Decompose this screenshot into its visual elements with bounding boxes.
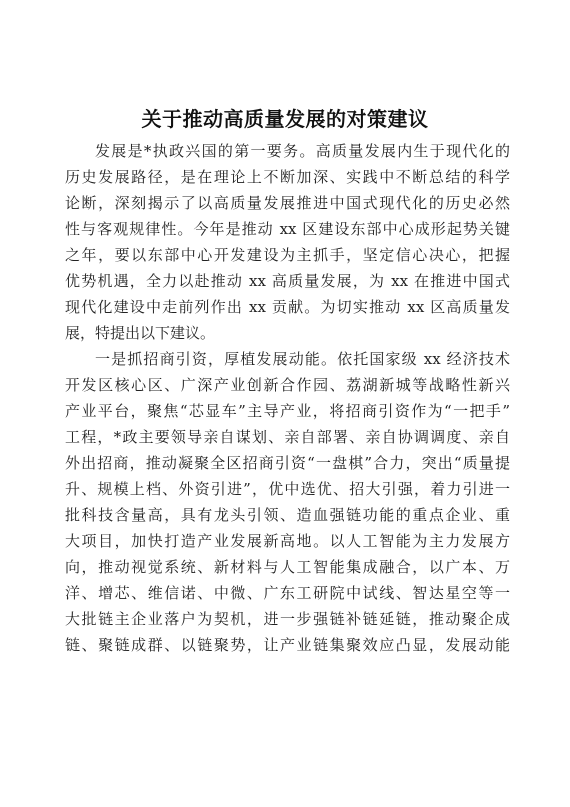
document-title: 关于推动高质量发展的对策建议 bbox=[141, 107, 429, 131]
paragraph-line: 大批链主企业落户为契机，进一步强链补链延链，推动聚企成 bbox=[65, 610, 510, 628]
paragraph-line: 升、规模上档、外资引进”，优中选优、招大引强，着力引进一 bbox=[65, 480, 510, 498]
paragraph-line: 展，特提出以下建议。 bbox=[65, 324, 216, 342]
paragraph-line: 开发区核心区、广深产业创新合作园、荔湖新城等战略性新兴 bbox=[65, 376, 510, 394]
paragraph-line: 优势机遇，全力以赴推动 xx 高质量发展，为 xx 在推进中国式 bbox=[65, 272, 510, 290]
paragraph-line: 洋、增芯、维信诺、中微、广东工研院中试线、智达星空等一 bbox=[65, 584, 510, 602]
paragraph-line: 之年，要以东部中心开发建设为主抓手，坚定信心决心，把握 bbox=[65, 246, 510, 264]
paragraph-line: 发展是*执政兴国的第一要务。高质量发展内生于现代化的 bbox=[95, 142, 510, 160]
paragraph-line: 链、聚链成群、以链聚势，让产业链集聚效应凸显，发展动能 bbox=[65, 636, 510, 654]
paragraph-line: 产业平台，聚焦“芯显车”主导产业，将招商引资作为“一把手” bbox=[65, 402, 510, 420]
paragraph-line: 一是抓招商引资，厚植发展动能。依托国家级 xx 经济技术 bbox=[95, 350, 510, 368]
paragraph-line: 批科技含量高，具有龙头引领、造血强链功能的重点企业、重 bbox=[65, 506, 510, 524]
paragraph-line: 论断，深刻揭示了以高质量发展推进中国式现代化的历史必然 bbox=[65, 194, 510, 212]
paragraph-line: 工程，*政主要领导亲自谋划、亲自部署、亲自协调调度、亲自 bbox=[65, 428, 510, 446]
paragraph-line: 历史发展路径，是在理论上不断加深、实践中不断总结的科学 bbox=[65, 168, 510, 186]
document-body bbox=[65, 138, 510, 658]
paragraph-line: 大项目，加快打造产业发展新高地。以人工智能为主力发展方 bbox=[65, 532, 510, 550]
paragraph-line: 外出招商，推动凝聚全区招商引资“一盘棋”合力，突出“质量提 bbox=[65, 454, 510, 472]
paragraph-line: 性与客观规律性。今年是推动 xx 区建设东部中心成形起势关键 bbox=[65, 220, 510, 238]
paragraph bbox=[65, 346, 510, 658]
paragraph bbox=[65, 138, 510, 346]
paragraph-line: 向，推动视觉系统、新材料与人工智能集成融合，以广本、万 bbox=[65, 558, 510, 576]
paragraph-line: 现代化建设中走前列作出 xx 贡献。为切实推动 xx 区高质量发 bbox=[65, 298, 510, 316]
